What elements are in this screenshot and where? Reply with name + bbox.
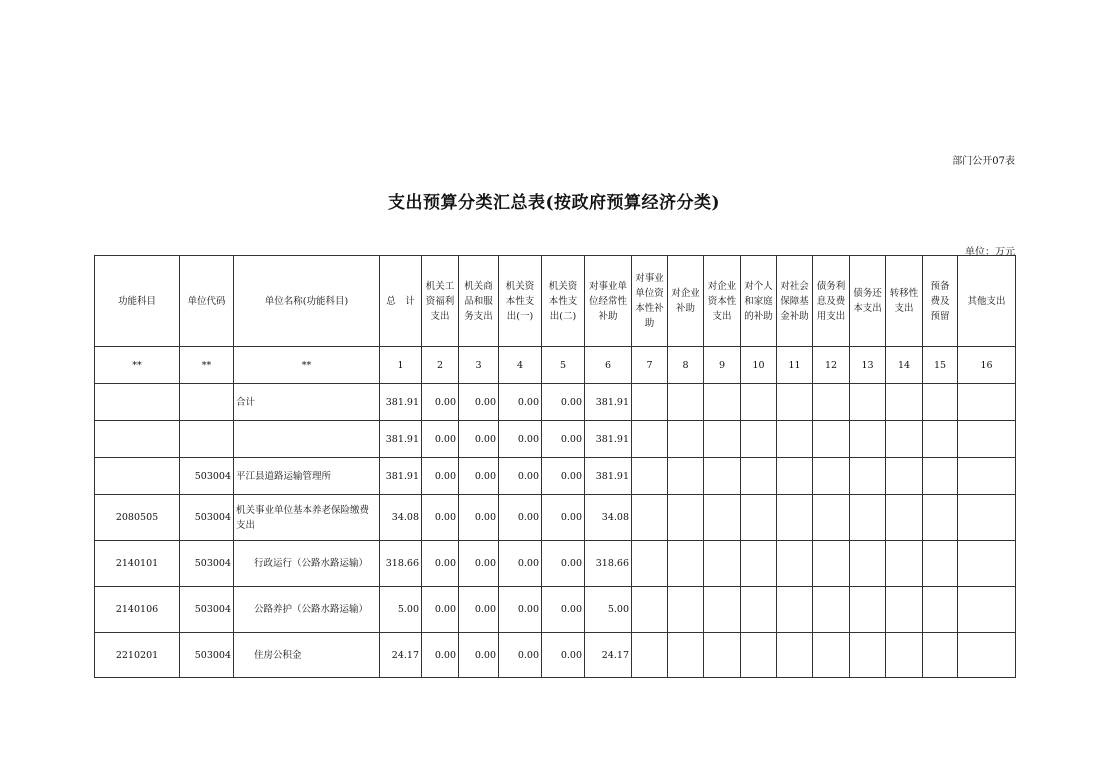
index-cell: 6: [585, 347, 632, 384]
empty-cell: [632, 495, 668, 541]
unit-code-cell: [180, 384, 234, 421]
func-code-cell: 2080505: [95, 495, 180, 541]
empty-cell: [668, 495, 704, 541]
empty-cell: [813, 587, 850, 633]
empty-cell: [813, 458, 850, 495]
func-code-cell: [95, 384, 180, 421]
total-cell: 381.91: [380, 384, 422, 421]
empty-cell: [777, 587, 813, 633]
empty-cell: [704, 495, 741, 541]
empty-cell: [668, 458, 704, 495]
index-cell: 9: [704, 347, 741, 384]
empty-cell: [632, 458, 668, 495]
index-cell: 1: [380, 347, 422, 384]
index-cell: 13: [850, 347, 886, 384]
value-cell: 0.00: [499, 384, 542, 421]
value-cell: 0.00: [542, 384, 585, 421]
header-cell: 对社会保障基金补助: [777, 256, 813, 347]
value-cell: 0.00: [499, 633, 542, 678]
index-cell: 12: [813, 347, 850, 384]
index-cell: **: [95, 347, 180, 384]
empty-cell: [704, 384, 741, 421]
empty-cell: [668, 421, 704, 458]
header-cell: 单位代码: [180, 256, 234, 347]
header-cell: 转移性支出: [886, 256, 923, 347]
index-cell: 10: [741, 347, 777, 384]
header-cell: 机关商品和服务支出: [459, 256, 499, 347]
value-cell: 0.00: [542, 421, 585, 458]
index-cell: 3: [459, 347, 499, 384]
unit-name-cell: 行政运行（公路水路运输）: [234, 541, 380, 587]
empty-cell: [668, 384, 704, 421]
empty-cell: [632, 541, 668, 587]
value-cell: 0.00: [459, 541, 499, 587]
empty-cell: [850, 421, 886, 458]
index-cell: 2: [422, 347, 459, 384]
header-cell: 机关资本性支出(一): [499, 256, 542, 347]
value-cell: 381.91: [585, 384, 632, 421]
empty-cell: [704, 587, 741, 633]
empty-cell: [923, 587, 958, 633]
index-row: [95, 347, 1016, 384]
table-row: [95, 587, 1016, 633]
index-cell: 11: [777, 347, 813, 384]
index-cell: **: [234, 347, 380, 384]
header-cell: 单位名称(功能科目): [234, 256, 380, 347]
empty-cell: [632, 421, 668, 458]
empty-cell: [886, 384, 923, 421]
empty-cell: [886, 541, 923, 587]
table-row: [95, 384, 1016, 421]
func-code-cell: 2210201: [95, 633, 180, 678]
empty-cell: [958, 421, 1016, 458]
value-cell: 0.00: [459, 421, 499, 458]
index-cell: 8: [668, 347, 704, 384]
empty-cell: [632, 587, 668, 633]
table-row: [95, 495, 1016, 541]
empty-cell: [886, 633, 923, 678]
index-cell: 7: [632, 347, 668, 384]
empty-cell: [668, 541, 704, 587]
header-cell: 其他支出: [958, 256, 1016, 347]
unit-name-cell: [234, 421, 380, 458]
func-code-cell: 2140101: [95, 541, 180, 587]
unit-code-cell: 503004: [180, 587, 234, 633]
value-cell: 0.00: [542, 495, 585, 541]
empty-cell: [741, 495, 777, 541]
value-cell: 0.00: [422, 384, 459, 421]
value-cell: 0.00: [542, 541, 585, 587]
empty-cell: [886, 587, 923, 633]
value-cell: 0.00: [459, 587, 499, 633]
header-cell: 总 计: [380, 256, 422, 347]
empty-cell: [886, 458, 923, 495]
empty-cell: [923, 633, 958, 678]
empty-cell: [813, 633, 850, 678]
index-cell: 5: [542, 347, 585, 384]
empty-cell: [632, 384, 668, 421]
value-cell: 381.91: [585, 458, 632, 495]
empty-cell: [777, 495, 813, 541]
empty-cell: [958, 633, 1016, 678]
index-cell: 15: [923, 347, 958, 384]
unit-name-cell: 平江县道路运输管理所: [234, 458, 380, 495]
empty-cell: [741, 458, 777, 495]
empty-cell: [958, 495, 1016, 541]
empty-cell: [741, 587, 777, 633]
value-cell: 0.00: [422, 495, 459, 541]
total-cell: 34.08: [380, 495, 422, 541]
empty-cell: [741, 384, 777, 421]
value-cell: 24.17: [585, 633, 632, 678]
empty-cell: [777, 458, 813, 495]
value-cell: 0.00: [422, 458, 459, 495]
unit-name-cell: 合计: [234, 384, 380, 421]
value-cell: 0.00: [459, 458, 499, 495]
empty-cell: [777, 421, 813, 458]
total-cell: 381.91: [380, 458, 422, 495]
form-code: 部门公开07表: [952, 156, 1015, 167]
unit-code-cell: 503004: [180, 541, 234, 587]
header-cell: 功能科目: [95, 256, 180, 347]
value-cell: 0.00: [459, 384, 499, 421]
empty-cell: [741, 633, 777, 678]
empty-cell: [923, 384, 958, 421]
empty-cell: [886, 495, 923, 541]
header-cell: 对企业补助: [668, 256, 704, 347]
index-cell: **: [180, 347, 234, 384]
value-cell: 0.00: [542, 633, 585, 678]
empty-cell: [958, 587, 1016, 633]
empty-cell: [850, 495, 886, 541]
total-cell: 24.17: [380, 633, 422, 678]
empty-cell: [923, 495, 958, 541]
table-row: [95, 421, 1016, 458]
empty-cell: [958, 541, 1016, 587]
value-cell: 0.00: [459, 633, 499, 678]
header-cell: 债务利息及费用支出: [813, 256, 850, 347]
index-cell: 14: [886, 347, 923, 384]
empty-cell: [850, 458, 886, 495]
empty-cell: [850, 587, 886, 633]
value-cell: 0.00: [422, 421, 459, 458]
total-cell: 318.66: [380, 541, 422, 587]
total-cell: 5.00: [380, 587, 422, 633]
header-cell: 机关工资福利支出: [422, 256, 459, 347]
value-cell: 0.00: [422, 633, 459, 678]
func-code-cell: 2140106: [95, 587, 180, 633]
index-cell: 4: [499, 347, 542, 384]
empty-cell: [777, 541, 813, 587]
value-cell: 0.00: [499, 587, 542, 633]
unit-name-cell: 机关事业单位基本养老保险缴费支出: [234, 495, 380, 541]
empty-cell: [704, 458, 741, 495]
unit-name-cell: 公路养护（公路水路运输）: [234, 587, 380, 633]
empty-cell: [923, 421, 958, 458]
value-cell: 34.08: [585, 495, 632, 541]
value-cell: 0.00: [422, 541, 459, 587]
unit-code-cell: 503004: [180, 495, 234, 541]
header-cell: 机关资本性支出(二): [542, 256, 585, 347]
empty-cell: [741, 541, 777, 587]
unit-name-cell: 住房公积金: [234, 633, 380, 678]
header-row: [95, 256, 1016, 347]
empty-cell: [704, 541, 741, 587]
empty-cell: [923, 458, 958, 495]
empty-cell: [850, 541, 886, 587]
header-cell: 对事业单位资本性补助: [632, 256, 668, 347]
header-cell: 对事业单位经常性补助: [585, 256, 632, 347]
empty-cell: [668, 633, 704, 678]
total-cell: 381.91: [380, 421, 422, 458]
empty-cell: [704, 421, 741, 458]
empty-cell: [632, 633, 668, 678]
unit-code-cell: 503004: [180, 458, 234, 495]
empty-cell: [958, 458, 1016, 495]
table-row: [95, 458, 1016, 495]
header-cell: 对企业资本性支出: [704, 256, 741, 347]
header-cell: 对个人和家庭的补助: [741, 256, 777, 347]
empty-cell: [813, 384, 850, 421]
header-cell: 预备费及预留: [923, 256, 958, 347]
empty-cell: [813, 495, 850, 541]
value-cell: 0.00: [542, 587, 585, 633]
empty-cell: [886, 421, 923, 458]
page-title: 支出预算分类汇总表(按政府预算经济分类): [387, 193, 721, 213]
empty-cell: [777, 384, 813, 421]
value-cell: 0.00: [499, 495, 542, 541]
value-cell: 5.00: [585, 587, 632, 633]
empty-cell: [850, 633, 886, 678]
value-cell: 381.91: [585, 421, 632, 458]
table-row: [95, 541, 1016, 587]
empty-cell: [813, 421, 850, 458]
unit-code-cell: 503004: [180, 633, 234, 678]
unit-label: 单位：万元: [965, 247, 1015, 258]
empty-cell: [741, 421, 777, 458]
value-cell: 0.00: [422, 587, 459, 633]
table-row: [95, 633, 1016, 678]
value-cell: 0.00: [499, 458, 542, 495]
func-code-cell: [95, 458, 180, 495]
budget-table: [94, 255, 1016, 678]
index-cell: 16: [958, 347, 1016, 384]
value-cell: 0.00: [459, 495, 499, 541]
header-cell: 债务还本支出: [850, 256, 886, 347]
value-cell: 0.00: [499, 541, 542, 587]
func-code-cell: [95, 421, 180, 458]
empty-cell: [958, 384, 1016, 421]
empty-cell: [704, 633, 741, 678]
unit-code-cell: [180, 421, 234, 458]
empty-cell: [777, 633, 813, 678]
empty-cell: [923, 541, 958, 587]
empty-cell: [813, 541, 850, 587]
value-cell: 318.66: [585, 541, 632, 587]
value-cell: 0.00: [499, 421, 542, 458]
value-cell: 0.00: [542, 458, 585, 495]
empty-cell: [850, 384, 886, 421]
empty-cell: [668, 587, 704, 633]
